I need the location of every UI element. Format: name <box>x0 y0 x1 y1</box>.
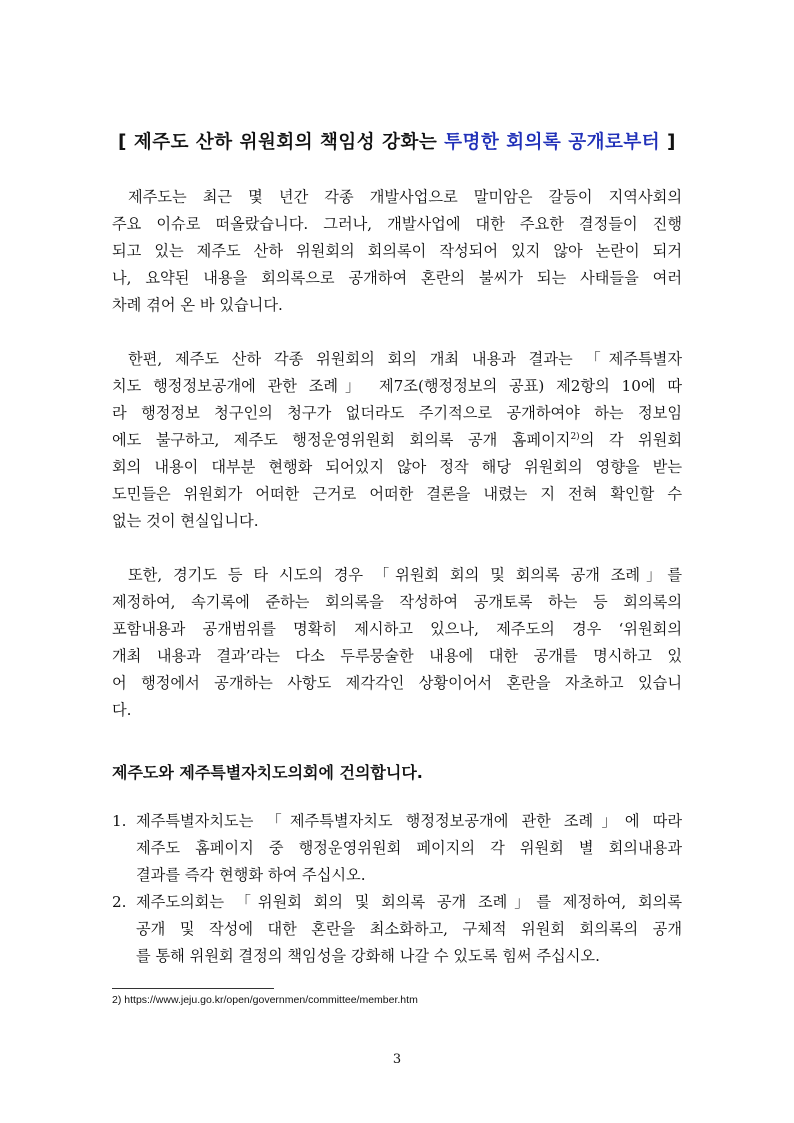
paragraph-line: 또한, 경기도 등 타 시도의 경우 「위원회 회의 및 회의록 공개 조례」를 <box>128 566 682 584</box>
paragraph-line: 개최 내용과 결과’라는 다소 두루뭉술한 내용에 대한 공개를 명시하고 있 <box>112 647 682 665</box>
paragraph-text: 의 각 위원회 <box>579 431 683 449</box>
recommendation-item <box>112 808 682 889</box>
recommendation-line: 공개 및 작성에 대한 혼란을 최소화하고, 구체적 위원회 회의록의 공개 <box>136 920 682 938</box>
recommendation-heading: 제주도와 제주특별자치도의회에 건의합니다. <box>112 763 423 782</box>
paragraph-text: 에도 불구하고, 제주도 행정운영위원회 회의록 공개 홈페이지 <box>112 431 571 449</box>
paragraph-line: 주요 이슈로 떠올랐습니다. 그러나, 개발사업에 대한 주요한 결정들이 진행 <box>112 215 682 233</box>
recommendation-line: 제주도의회는 「위원회 회의 및 회의록 공개 조례」를 제정하여, 회의록 <box>136 893 682 911</box>
recommendation-number: 2. <box>112 893 127 911</box>
footnote-marker: 2) <box>112 994 122 1006</box>
title-suffix: ] <box>660 132 677 153</box>
paragraph-line: 나, 요약된 내용을 회의록으로 공개하여 혼란의 불씨가 되는 사태들을 여러 <box>112 269 682 287</box>
paragraph-line: 라 행정정보 청구인의 청구가 없더라도 주기적으로 공개하여야 하는 정보임 <box>112 404 682 422</box>
page-number: 3 <box>392 1052 402 1067</box>
paragraph-ordinance <box>112 346 682 535</box>
paragraph-line: 차례 겪어 온 바 있습니다. <box>112 296 283 314</box>
paragraph-line: 치도 행정정보공개에 관한 조례」 제7조(행정정보의 공표) 제2항의 10에 따 <box>112 377 682 395</box>
recommendation-line: 제주도 홈페이지 중 행정운영위원회 페이지의 각 위원회 별 회의내용과 <box>136 839 682 857</box>
footnote-reference[interactable]: 2) <box>570 431 580 442</box>
title-prefix: [ 제주도 산하 위원회의 책임성 강화는 <box>117 132 445 153</box>
paragraph-line: 회의 내용이 대부분 현행화 되어있지 않아 정작 해당 위원회의 영향을 받는 <box>112 458 682 476</box>
paragraph-line-with-footnote <box>112 427 682 454</box>
paragraph-line: 다. <box>112 701 132 719</box>
paragraph-line: 없는 것이 현실입니다. <box>112 512 259 530</box>
footnote <box>112 994 418 1006</box>
paragraph-line: 제정하여, 속기록에 준하는 회의록을 작성하여 공개토록 하는 등 회의록의 <box>112 593 682 611</box>
paragraph-line: 어 행정에서 공개하는 사항도 제각각인 상황이어서 혼란을 자초하고 있습니 <box>112 674 682 692</box>
paragraph-intro <box>112 184 682 319</box>
recommendation-item <box>112 889 682 970</box>
recommendation-list <box>112 808 682 970</box>
page-title <box>0 128 794 154</box>
footnote-divider <box>112 988 274 989</box>
recommendation-line: 결과를 즉각 현행화 하여 주십시오. <box>136 866 366 884</box>
paragraph-other-regions <box>112 562 682 724</box>
paragraph-line: 포함내용과 공개범위를 명확히 제시하고 있으나, 제주도의 경우 ‘위원회의 <box>112 620 682 638</box>
paragraph-line: 한편, 제주도 산하 각종 위원회의 회의 개최 내용과 결과는 「제주특별자 <box>128 350 682 368</box>
paragraph-line: 되고 있는 제주도 산하 위원회의 회의록이 작성되어 있지 않아 논란이 되거 <box>112 242 682 260</box>
recommendation-line: 제주특별자치도는 「제주특별자치도 행정정보공개에 관한 조례」에 따라 <box>136 812 682 830</box>
title-highlight: 투명한 회의록 공개로부터 <box>444 132 661 153</box>
recommendation-number: 1. <box>112 812 127 830</box>
recommendation-line: 를 통해 위원회 결정의 책임성을 강화해 나갈 수 있도록 힘써 주십시오. <box>136 947 600 965</box>
paragraph-line: 도민들은 위원회가 어떠한 근거로 어떠한 결론을 내렸는 지 전혀 확인할 수 <box>112 485 682 503</box>
footnote-url[interactable]: https://www.jeju.go.kr/open/governmen/committee/member.htm <box>124 994 418 1006</box>
paragraph-line: 제주도는 최근 몇 년간 각종 개발사업으로 말미암은 갈등이 지역사회의 <box>128 188 682 206</box>
